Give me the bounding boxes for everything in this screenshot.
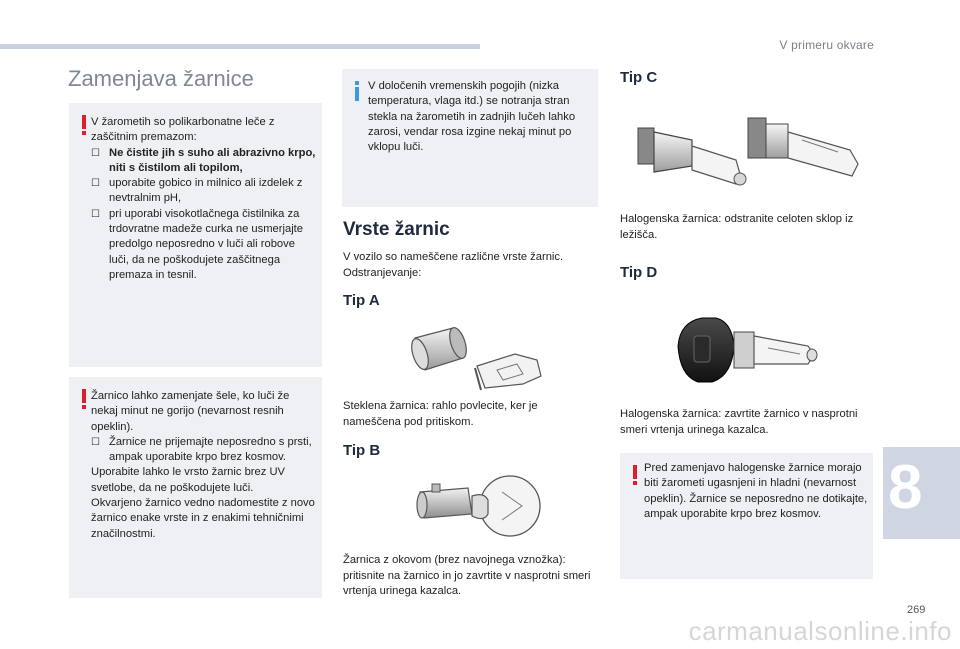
warning-icon bbox=[82, 115, 86, 135]
warning-intro: V žarometih so polikarbonatne leče z zaščitnim premazom: bbox=[91, 116, 275, 144]
header-bar bbox=[0, 44, 480, 49]
warning-paragraph: Okvarjeno žarnico vedno nadomestite z novo žarnico enake vrste in z enakimi tehničnimi značilnostmi. bbox=[91, 497, 315, 540]
tip-b-heading: Tip B bbox=[343, 442, 381, 459]
list-item: ☐ Žarnice ne prijemajte neposredno s prsti, ampak uporabite krpo brez kosmov. bbox=[91, 435, 312, 464]
warning-text: Pred zamenjavo halogenske žarnice morajo biti žarometi ugasnjeni in hladni (nevarnost opeklin). Žarnice se neposredno ne dotikajte, ampak uporabite krpo brez kosmov. bbox=[644, 462, 868, 520]
warning-icon bbox=[82, 389, 86, 409]
section-heading: Vrste žarnic bbox=[343, 219, 450, 240]
list-item: ☐ pri uporabi visokotlačnega čistilnika za trdovratne madeže curka ne usmerjajte predolgo neposredno v luči ali robove luči, da ne poškodujete zaščitnega premaza in tesnil. bbox=[91, 207, 304, 281]
warning-paragraph: Uporabite lahko le vrsto žarnic brez UV svetlobe, da ne poškodujete luči. bbox=[91, 466, 286, 494]
tip-a-description: Steklena žarnica: rahlo povlecite, ker je nameščena pod pritiskom. bbox=[343, 400, 538, 428]
tip-d-description: Halogenska žarnica: zavrtite žarnico v nasprotni smeri vrtenja urinega kazalca. bbox=[620, 408, 858, 436]
checkbox-bullet-icon: ☐ bbox=[91, 436, 100, 448]
tip-c-description: Halogenska žarnica: odstranite celoten sklop iz ležišča. bbox=[620, 213, 854, 241]
warning-box-halogen bbox=[620, 453, 873, 579]
watermark: carmanualsonline.info bbox=[688, 616, 952, 646]
tip-b-description: Žarnica z okovom (brez navojnega vznožka): pritisnite na žarnico in jo zavrtite v nasprotni smeri vrtenja urinega kazalca. bbox=[343, 554, 591, 597]
info-box-condensation bbox=[342, 69, 598, 207]
tip-c-bulb-illustration bbox=[632, 110, 867, 202]
warning-box-replacement bbox=[69, 377, 322, 598]
warning-icon bbox=[633, 465, 637, 485]
checkbox-bullet-icon: ☐ bbox=[91, 178, 100, 190]
section-header: V primeru okvare bbox=[779, 38, 874, 52]
page-number: 269 bbox=[907, 604, 926, 616]
info-text: V določenih vremenskih pogojih (nizka temperatura, vlaga itd.) se notranja stran stekla na žarometih in zadnjih lučeh lahko zarosi, vendar rosa izgine nekaj minut po vklopu luči. bbox=[368, 80, 576, 154]
page-title: Zamenjava žarnice bbox=[68, 66, 254, 91]
info-icon bbox=[355, 81, 359, 101]
checkbox-bullet-icon: ☐ bbox=[91, 147, 100, 159]
tip-d-bulb-illustration bbox=[672, 306, 832, 398]
tip-b-bulb-illustration bbox=[410, 470, 555, 550]
tip-a-bulb-illustration bbox=[405, 318, 550, 396]
tip-d-heading: Tip D bbox=[620, 264, 658, 281]
chapter-number: 8 bbox=[888, 453, 923, 522]
list-item: ☐ Ne čistite jih s suho ali abrazivno krpo, niti s čistilom ali topilom, bbox=[91, 146, 316, 174]
warning-box-lens bbox=[69, 103, 322, 367]
checkbox-bullet-icon: ☐ bbox=[91, 208, 100, 220]
section-intro: V vozilo so nameščene različne vrste žarnic. Odstranjevanje: bbox=[343, 251, 564, 279]
warning-intro: Žarnico lahko zamenjate šele, ko luči že nekaj minut ne gorijo (nevarnost resnih opeklin). bbox=[91, 390, 290, 433]
tip-a-heading: Tip A bbox=[343, 292, 380, 309]
list-item: ☐ uporabite gobico in milnico ali izdelek z nevtralnim pH, bbox=[91, 177, 303, 205]
tip-c-heading: Tip C bbox=[620, 69, 658, 86]
